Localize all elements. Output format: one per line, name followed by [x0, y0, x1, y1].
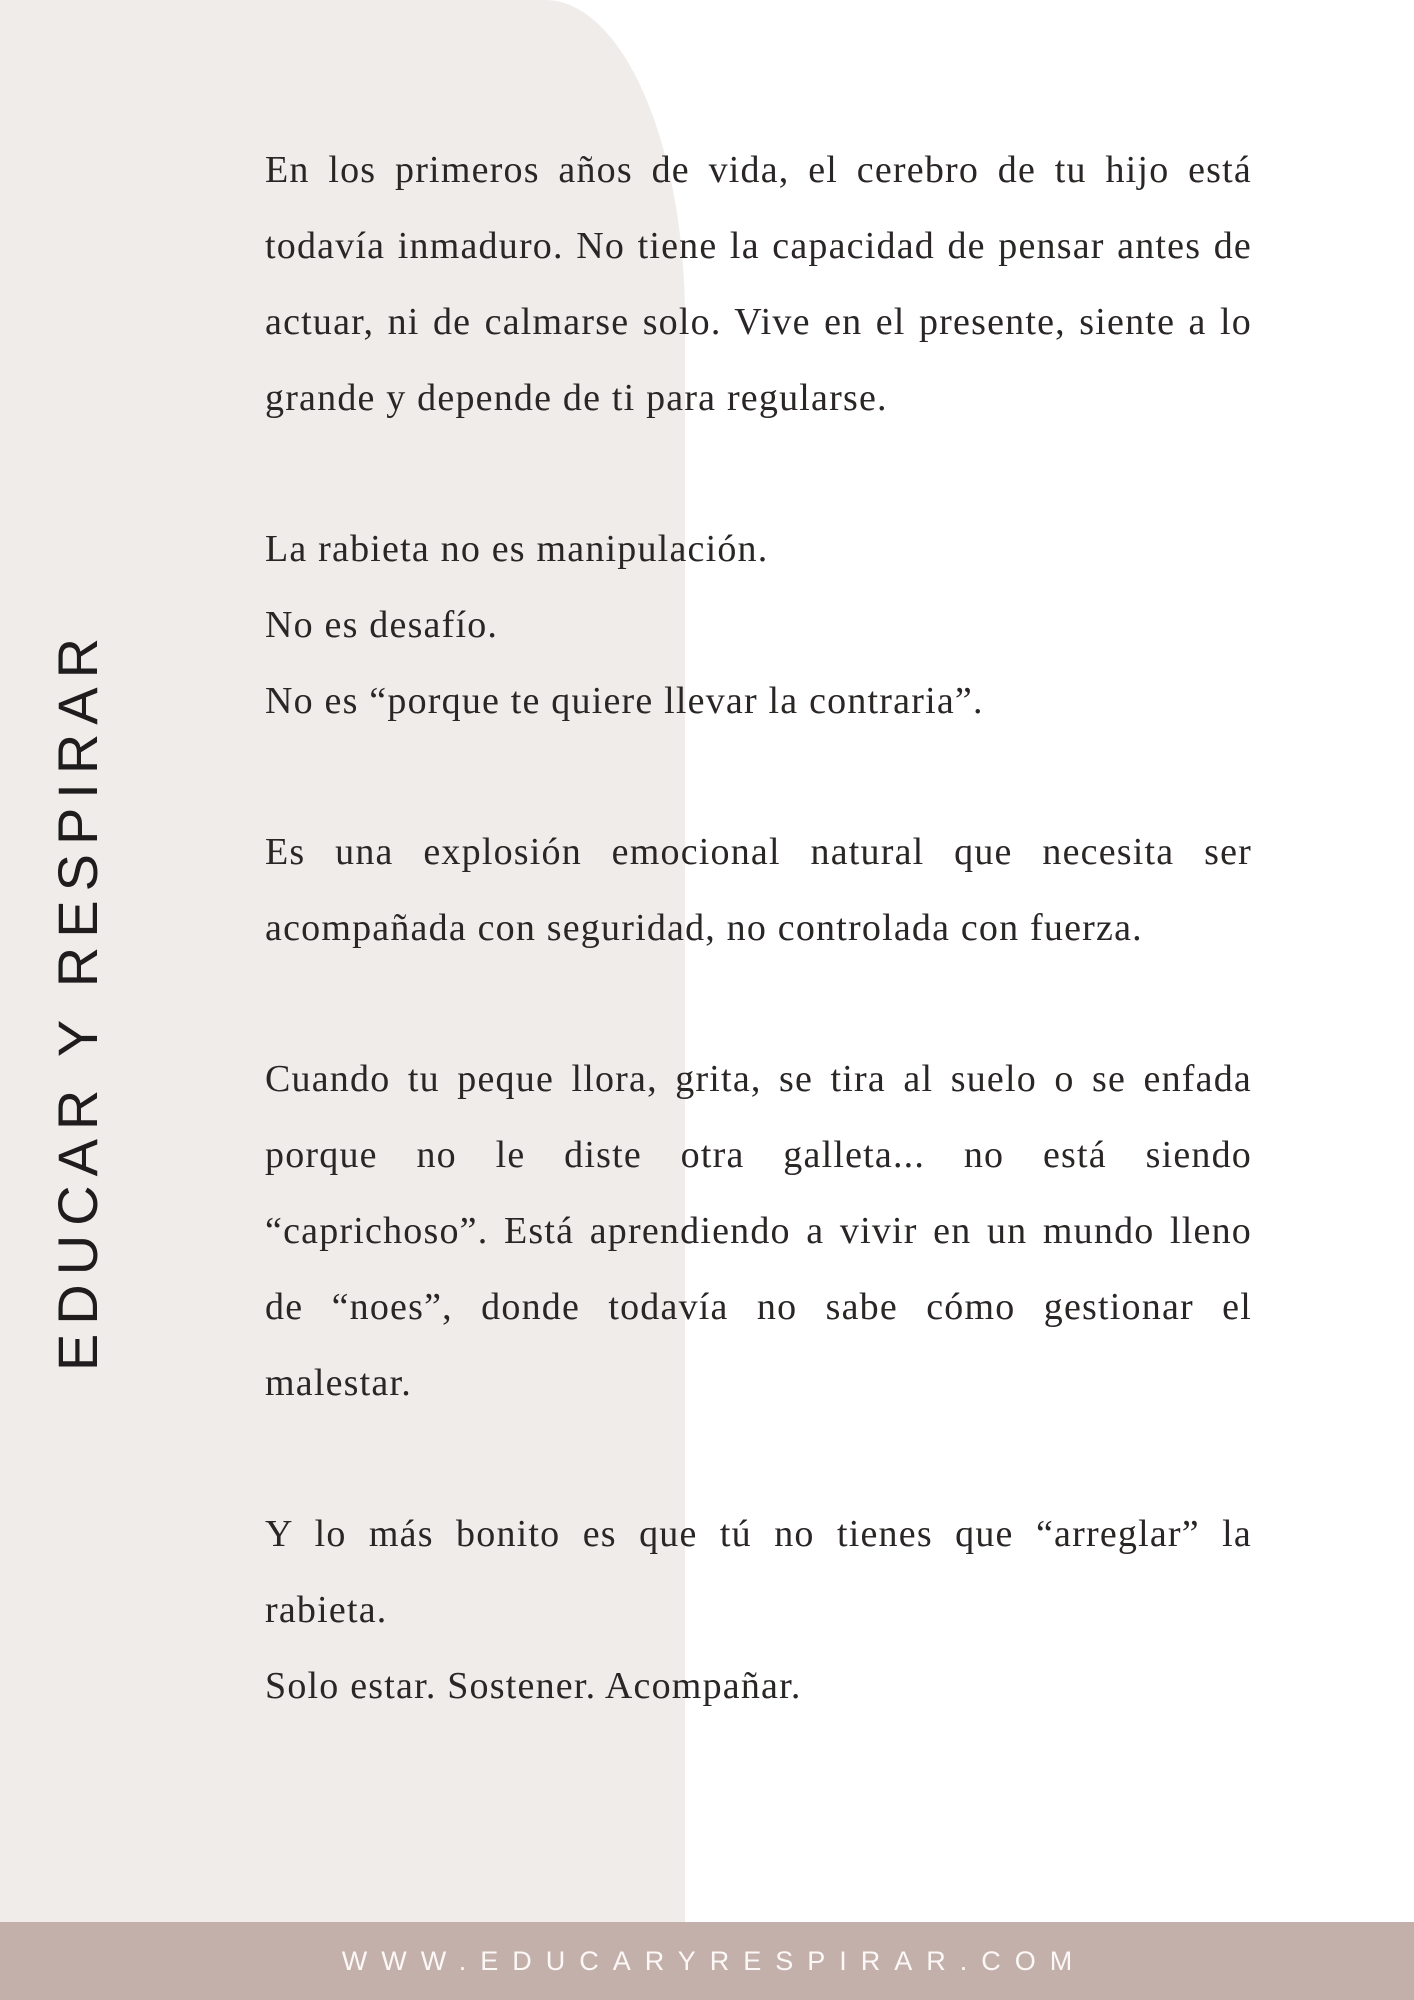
statement-line: No es desafío. [265, 604, 499, 646]
paragraph-text: Es una explosión emocional natural que necesita ser acompañada con seguridad, no controlada con fuerza. [265, 831, 1252, 949]
closing-line: Solo estar. Sostener. Acompañar. [265, 1665, 802, 1707]
paragraph-not-manipulation [265, 511, 1252, 739]
website-link[interactable]: WWW.EDUCARYRESPIRAR.COM [341, 1945, 1087, 1976]
paragraph-brain-development [265, 132, 1252, 436]
paragraph-closing [265, 1496, 1252, 1724]
paragraph-emotional-explosion [265, 814, 1252, 966]
statement-line: La rabieta no es manipulación. [265, 528, 769, 570]
paragraph-text: Y lo más bonito es que tú no tienes que “arreglar” la rabieta. [265, 1513, 1252, 1631]
footer-band [0, 1922, 1414, 2000]
body-content [265, 132, 1252, 1799]
statement-line: No es “porque te quiere llevar la contraria”. [265, 680, 984, 722]
paragraph-text: Cuando tu peque llora, grita, se tira al suelo o se enfada porque no le diste otra galleta... no está siendo “caprichoso”. Está aprendiendo a vivir en un mundo lleno de “noes”, donde todavía no sabe cómo gestionar el malestar. [265, 1058, 1252, 1404]
brand-vertical-title: EDUCAR Y RESPIRAR [46, 628, 109, 1372]
paragraph-text: En los primeros años de vida, el cerebro de tu hijo está todavía inmaduro. No tiene la capacidad de pensar antes de actuar, ni de calmarse solo. Vive en el presente, siente a lo grande y depende de ti para regularse. [265, 149, 1252, 419]
paragraph-when-child-cries [265, 1041, 1252, 1421]
